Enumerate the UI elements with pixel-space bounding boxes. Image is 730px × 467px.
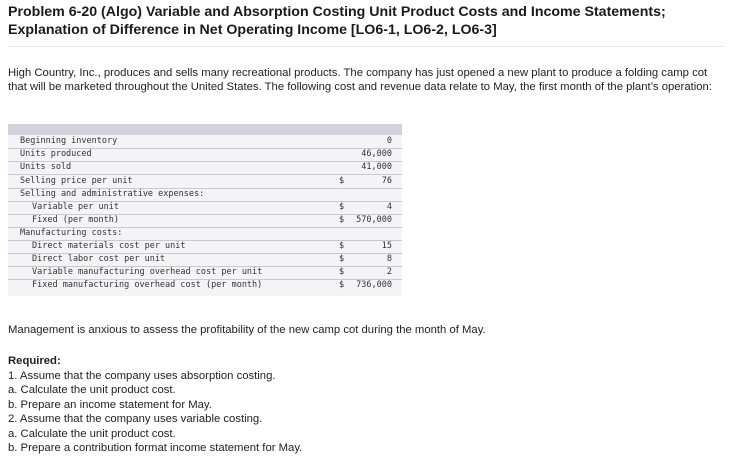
title-divider bbox=[8, 46, 723, 47]
row-value: 8 bbox=[386, 254, 392, 264]
required-item: b. Prepare an income statement for May. bbox=[8, 398, 212, 411]
table-row bbox=[8, 227, 402, 241]
row-value: 41,000 bbox=[361, 162, 392, 172]
row-currency: $ bbox=[339, 202, 345, 212]
row-label: Variable per unit bbox=[32, 202, 119, 212]
row-label: Selling and administrative expenses: bbox=[20, 189, 205, 199]
row-label: Fixed (per month) bbox=[32, 215, 119, 225]
row-value: 2 bbox=[386, 267, 392, 277]
cost-data-table bbox=[8, 124, 402, 296]
table-row bbox=[8, 253, 402, 267]
row-label: Direct materials cost per unit bbox=[32, 241, 186, 251]
required-item: a. Calculate the unit product cost. bbox=[8, 427, 176, 440]
row-value: 0 bbox=[386, 136, 392, 146]
row-label: Manufacturing costs: bbox=[20, 228, 123, 238]
problem-intro: High Country, Inc., produces and sells many recreational products. The company has just opened a new plant to produce a folding camp cot that will be marketed throughout the United States. The following cost and revenue data relate to May, the first month of the plant’s operation: bbox=[8, 67, 712, 93]
row-label: Units produced bbox=[20, 149, 92, 159]
table-row bbox=[8, 214, 402, 228]
row-value: 4 bbox=[386, 202, 392, 212]
required-item: b. Prepare a contribution format income statement for May. bbox=[8, 442, 303, 455]
table-row bbox=[8, 240, 402, 254]
row-currency: $ bbox=[339, 215, 345, 225]
row-label: Fixed manufacturing overhead cost (per month) bbox=[32, 280, 263, 290]
table-row bbox=[8, 188, 402, 202]
required-item: 1. Assume that the company uses absorption costing. bbox=[8, 370, 276, 382]
row-value: 46,000 bbox=[361, 149, 392, 159]
row-currency: $ bbox=[339, 267, 345, 277]
problem-title: Problem 6-20 (Algo) Variable and Absorption Costing Unit Product Costs and Income Statements; Explanation of Difference in Net Operating Income [LO6-1, LO6-2, LO6-3] bbox=[8, 4, 666, 38]
row-value: 15 bbox=[381, 241, 392, 251]
row-value: 736,000 bbox=[356, 280, 392, 290]
row-label: Direct labor cost per unit bbox=[32, 254, 166, 264]
table-row bbox=[8, 175, 402, 189]
row-currency: $ bbox=[339, 241, 345, 251]
row-label: Units sold bbox=[20, 162, 72, 172]
row-label: Beginning inventory bbox=[20, 136, 118, 146]
row-label: Variable manufacturing overhead cost per unit bbox=[32, 267, 263, 277]
row-value: 76 bbox=[381, 176, 392, 186]
management-statement: Management is anxious to assess the profitability of the new camp cot during the month of May. bbox=[8, 324, 486, 336]
row-currency: $ bbox=[339, 280, 345, 290]
required-item: 2. Assume that the company uses variable costing. bbox=[8, 413, 263, 426]
table-header-bar bbox=[8, 124, 402, 135]
row-value: 570,000 bbox=[356, 215, 392, 225]
row-currency: $ bbox=[339, 176, 345, 186]
row-label: Selling price per unit bbox=[20, 176, 133, 186]
table-row bbox=[8, 161, 402, 175]
row-currency: $ bbox=[339, 254, 345, 264]
required-list bbox=[8, 369, 302, 455]
table-row bbox=[8, 279, 402, 292]
table-row bbox=[8, 266, 402, 280]
table-row bbox=[8, 148, 402, 162]
required-heading: Required: bbox=[8, 355, 61, 367]
table-row bbox=[8, 135, 402, 149]
table-row bbox=[8, 201, 402, 215]
required-item: a. Calculate the unit product cost. bbox=[8, 384, 176, 397]
